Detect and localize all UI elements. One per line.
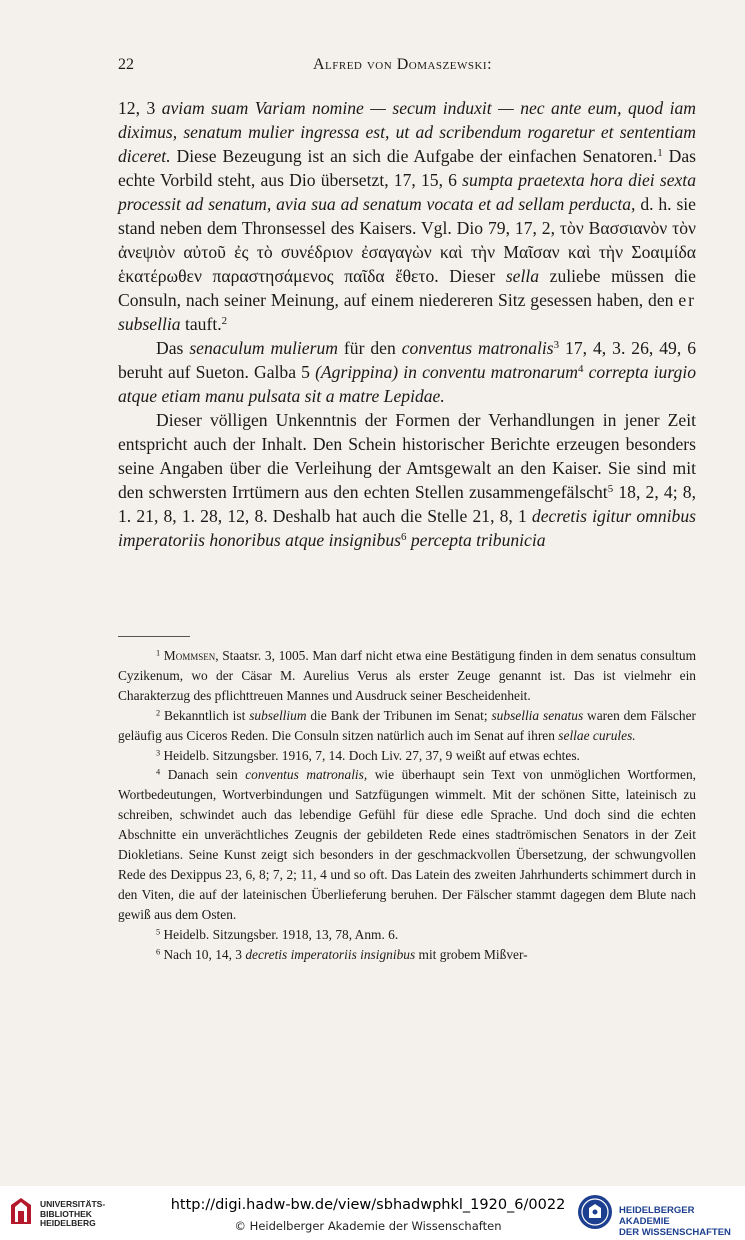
footnote-rule: [118, 636, 190, 637]
running-title: Alfred von Domaszewski:: [312, 56, 493, 73]
running-header: [118, 56, 687, 80]
footnote: $^2$ Bekanntlich ist subsellium die Bank der Tribunen im Senat; subsellia senatus waren dem Fälscher geläufig aus Ciceros Reden. Die Consuln sitzen natürlich auch im Senat auf ihren sellae curules.: [118, 707, 696, 743]
footnote: $^1$ Mommsen, Staatsr. 3, 1005. Man darf nicht etwa eine Bestätigung finden in dem senatus consultum Cyzikenum, wo der Cäsar M. Aurelius Verus als erster Zeuge genannt ist. Das ist vielmehr ein Charakterzug des pflichttreuen Mannes und Ausdruck seiner Bescheidenheit.: [118, 648, 696, 703]
library-name: UNIVERSITÄTS- BIBLIOTHEK HEIDELBERG: [40, 1199, 106, 1228]
body-paragraph: Dieser völligen Unkenntnis der Formen der Verhandlungen in jener Zeit entspricht auch der Inhalt. Den Schein historischer Berichte erzeugen besonders seine Angaben über die Verleihung der Amtsgewalt an den Kaiser. Sie sind mit den schwersten Irrtümern aus den echten Stellen zusammengefälscht$^5$ 18, 2, 4; 8, 1. 21, 8, 1. 28, 12, 8. Deshalb hat auch die Stelle 21, 8, 1 decretis igitur omnibus imperatoriis honoribus atque insignibus$^6$ percepta tribunicia: [118, 410, 696, 550]
main-text: [118, 96, 696, 552]
footnote: $^5$ Heidelb. Sitzungsber. 1918, 13, 78, Anm. 6.: [156, 926, 399, 942]
academy-name: HEIDELBERGER AKADEMIE DER WISSENSCHAFTEN: [619, 1205, 731, 1238]
academy-seal-icon: [577, 1194, 613, 1230]
body-paragraph: Das senaculum mulierum für den conventus matronalis$^3$ 17, 4, 3. 26, 49, 6 beruht auf Sueton. Galba 5 (Agrippina) in conventu matronarum$^4$ correpta iurgio atque etiam manu pulsata sit a matre Lepidae.: [118, 338, 697, 406]
footnote: $^4$ Danach sein conventus matronalis, wie überhaupt sein Text von unmöglichen Wortformen, Wortbedeutungen, Wortverbindungen und Satzfügungen wimmelt. Mit der schönen Sitte, lateinisch zu schreiben, schwindet auch das lebendige Gefühl für diese edle Sprache. Und doch sind die echten Abschnitte ein unverächtliches Zeugnis der gebildeten Rede eines stadtrömischen Senators in der Zeit Diokletians. Seine Kunst zeigt sich besonders in der geschmackvollen Übersetzung, der schwungvollen Rede des Dexippus 23, 6, 8; 7, 2; 11, 4 und so oft. Das Latein des zweiten Jahrhunderts schimmert durch in den Viten, die auf der lateinischen Überlieferung beruhen. Der Fälscher stammt dagegen dem Blute nach gewiß aus dem Osten.: [118, 767, 696, 922]
footnote: $^3$ Heidelb. Sitzungsber. 1916, 7, 14. Doch Liv. 27, 37, 9 weißt auf etwas echtes.: [156, 747, 580, 763]
footnote: $^6$ Nach 10, 14, 3 decretis imperatoriis insignibus mit grobem Mißver-: [156, 946, 528, 962]
page-number: 22: [118, 56, 134, 73]
body-paragraph: 12, 3 aviam suam Variam nomine — secum induxit — nec ante eum, quod iam diximus, senatum mulier ingressa est, ut ad scribendum rogaretur et sententiam diceret. Diese Bezeugung ist an sich die Aufgabe der einfachen Senatoren.$^1$ Das echte Vorbild steht, aus Dio übersetzt, 17, 15, 6 sumpta praetexta hora diei sexta processit ad senatum, avia sua ad senatum vocata et ad sellam perducta, d. h. sie stand neben dem Thronsessel des Kaisers. Vgl. Dio 79, 17, 2, τὸν Βασσιανὸν τὸν ἀνεψιὸν αὐτοῦ ἐς τὸ συνέδριον ἐσαγαγὼν καὶ τὴν Μαῖσαν καὶ τὴν Σοαιμίδα ἑκατέρωθεν παραστησάμενος παῖδα ἔθετο. Dieser sella zuliebe müssen die Consuln, nach seiner Meinung, auf einem niedereren Sitz gesessen haben, den er subsellia tauft.$^2$: [118, 98, 696, 334]
academy-logo[interactable]: [577, 1192, 745, 1238]
footnotes: [118, 646, 696, 965]
viewer-footer: [0, 1186, 745, 1240]
copyright-notice: © Heidelberger Akademie der Wissenschaften: [234, 1219, 502, 1233]
library-emblem-icon: [8, 1196, 34, 1226]
university-library-logo[interactable]: [8, 1192, 158, 1234]
permalink-url[interactable]: http://digi.hadw-bw.de/view/sbhadwphkl_1920_6/0022: [170, 1197, 566, 1213]
